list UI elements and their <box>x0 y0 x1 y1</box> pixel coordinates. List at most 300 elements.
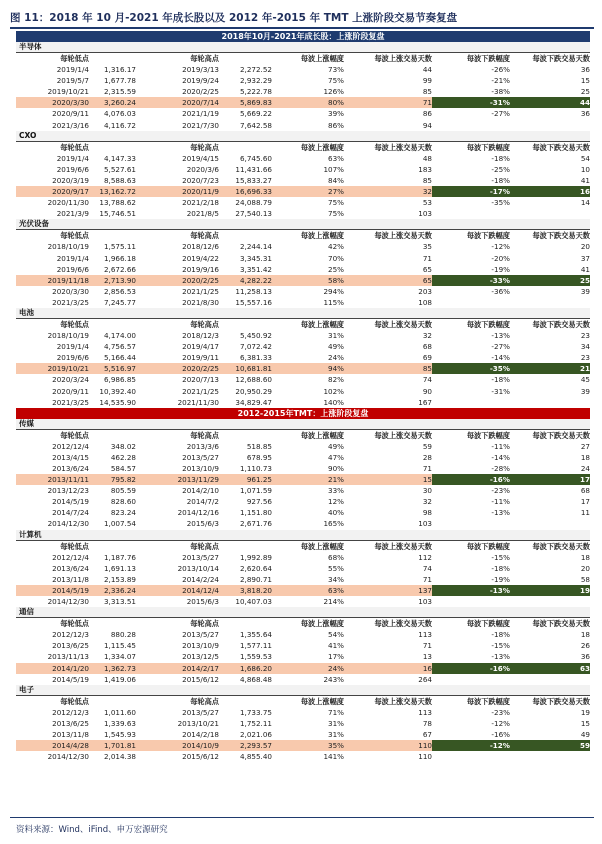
table-row <box>16 286 590 297</box>
table-row <box>16 651 590 662</box>
table-cell: 107% <box>323 164 344 174</box>
table-cell: 6,986.85 <box>103 375 136 385</box>
table-cell: 823.24 <box>110 508 136 518</box>
table-row <box>16 153 590 164</box>
table-cell: 71 <box>422 464 432 473</box>
table-cell: 1,691.13 <box>103 563 136 573</box>
table-cell: -27% <box>491 342 510 352</box>
table-cell: 2018/12/3 <box>182 331 219 341</box>
column-header: 每波下跌交易天数 <box>532 430 590 440</box>
table-row <box>16 86 590 97</box>
table-cell: 2013/5/27 <box>182 630 219 640</box>
table-cell: 10,392.40 <box>99 386 136 396</box>
column-header: 每轮低点 <box>60 231 89 241</box>
table-cell: 94 <box>422 120 432 130</box>
footer-divider <box>10 817 594 818</box>
table-cell: 27 <box>580 441 590 451</box>
table-cell: 2021/7/30 <box>182 120 219 130</box>
title-divider <box>10 27 594 29</box>
table-row <box>16 563 590 574</box>
table-cell: 2018/10/19 <box>47 242 89 252</box>
table-cell: 44 <box>422 65 432 75</box>
table-cell: 462.28 <box>110 452 136 462</box>
column-header: 每轮高点 <box>190 430 219 440</box>
table-cell: 348.02 <box>110 441 136 451</box>
table-cell: 2,671.76 <box>239 519 272 529</box>
table-cell: -35% <box>432 363 510 374</box>
table-cell: 1,011.60 <box>103 707 136 717</box>
table-cell: 25% <box>328 264 344 274</box>
sector-label: CXO <box>16 131 590 142</box>
table-cell: 2021/3/9 <box>56 209 89 219</box>
column-header: 每轮低点 <box>60 142 89 152</box>
table-row <box>16 175 590 186</box>
table-row <box>16 596 590 607</box>
column-header: 每波上涨交易天数 <box>374 54 432 63</box>
table-cell: 3,345.31 <box>239 253 272 263</box>
table-cell: -13% <box>432 585 510 596</box>
table-cell: 85 <box>422 364 432 374</box>
column-header: 每波上涨交易天数 <box>374 430 432 440</box>
table-row <box>16 674 590 685</box>
table-cell: 4,756.57 <box>103 342 136 352</box>
table-cell: 8,588.63 <box>103 175 136 185</box>
table-cell: 2014/5/19 <box>52 674 89 684</box>
table-cell: 2,890.71 <box>239 574 272 584</box>
table-cell: 5,516.97 <box>103 364 136 374</box>
table-cell: 78 <box>422 718 432 728</box>
table-cell: 102% <box>323 386 344 396</box>
table-cell: 2020/7/23 <box>182 175 219 185</box>
column-header: 每波下跌幅度 <box>466 541 510 551</box>
table-cell: 2019/11/18 <box>47 275 89 285</box>
table-cell: 805.59 <box>110 486 136 496</box>
table-cell: 4,174.00 <box>103 331 136 341</box>
table-cell: 15 <box>580 76 590 86</box>
table-cell: 2013/5/27 <box>182 552 219 562</box>
table-cell: -14% <box>491 452 510 462</box>
table-cell: 10 <box>580 164 590 174</box>
table-cell: 3,260.24 <box>103 98 136 108</box>
table-cell: 2014/12/30 <box>47 519 89 529</box>
table-cell: 4,147.33 <box>103 153 136 163</box>
table-cell: 2013/11/13 <box>47 652 89 662</box>
column-header: 每波下跌幅度 <box>466 430 510 440</box>
table-cell: 1,733.75 <box>239 707 272 717</box>
table-cell: 1,007.54 <box>103 519 136 529</box>
table-cell: 98 <box>422 508 432 518</box>
column-header: 每波上涨幅度 <box>300 142 344 152</box>
table-cell: 2019/3/13 <box>182 65 219 75</box>
table-cell: 49% <box>328 342 344 352</box>
table-cell: 65 <box>422 275 432 285</box>
column-header: 每轮低点 <box>60 319 89 329</box>
table-row-highlighted <box>16 186 590 197</box>
table-cell: 2020/9/11 <box>52 386 89 396</box>
column-header: 每波下跌交易天数 <box>532 54 590 63</box>
table-cell: 36 <box>580 652 590 662</box>
table-row <box>16 330 590 341</box>
table-cell: 2019/5/7 <box>56 76 89 86</box>
column-header: 每轮低点 <box>60 696 89 706</box>
table-cell: 2019/6/6 <box>56 353 89 363</box>
column-header: 每波上涨交易天数 <box>374 696 432 706</box>
table-cell: 75% <box>328 198 344 208</box>
table-cell: 11 <box>580 508 590 518</box>
column-header: 每波下跌幅度 <box>466 619 510 629</box>
table-cell: 1,071.59 <box>239 486 272 496</box>
table-cell: 2019/6/6 <box>56 264 89 274</box>
table-cell: 2020/7/13 <box>182 375 219 385</box>
table-row <box>16 75 590 86</box>
column-header: 每波上涨幅度 <box>300 696 344 706</box>
table-cell: -25% <box>491 164 510 174</box>
table-cell: 13,162.72 <box>99 187 136 197</box>
sector-label: 半导体 <box>16 42 590 53</box>
table-cell: 26 <box>580 641 590 651</box>
table-cell: -13% <box>491 331 510 341</box>
table-cell: 15,557.16 <box>235 297 272 307</box>
table-cell: 1,334.07 <box>103 652 136 662</box>
table-cell: 141% <box>323 752 344 762</box>
table-cell: 167 <box>418 397 432 407</box>
table-cell: 11,258.13 <box>235 286 272 296</box>
table-row <box>16 341 590 352</box>
table-cell: 18 <box>580 552 590 562</box>
table-cell: 71 <box>422 98 432 108</box>
table-cell: 6,745.60 <box>239 153 272 163</box>
table-cell: 59 <box>510 740 590 751</box>
table-cell: -12% <box>491 242 510 252</box>
table-cell: 24 <box>580 464 590 473</box>
table-cell: 4,116.72 <box>103 120 136 130</box>
table-cell: 2,856.53 <box>103 286 136 296</box>
table-cell: 2013/5/27 <box>182 707 219 717</box>
column-header: 每波下跌幅度 <box>466 231 510 241</box>
table-cell: -19% <box>491 264 510 274</box>
table-row <box>16 452 590 463</box>
table-cell: 2013/12/23 <box>47 486 89 496</box>
table-row <box>16 463 590 474</box>
figure-title: 图 11：2018 年 10 月-2021 年成长股以及 2012 年-2015 年 TMT 上涨阶段交易节奏复盘 <box>10 12 458 24</box>
table-row-highlighted <box>16 663 590 674</box>
table-cell: -21% <box>491 76 510 86</box>
table-cell: 12% <box>328 497 344 507</box>
table-cell: 1,701.81 <box>103 741 136 751</box>
table-row <box>16 552 590 563</box>
table-row-highlighted <box>16 474 590 485</box>
table-cell: 68% <box>328 552 344 562</box>
table-cell: 34,829.47 <box>235 397 272 407</box>
table-cell: 7,072.42 <box>239 342 272 352</box>
table-cell: -18% <box>491 175 510 185</box>
table-cell: 12,688.60 <box>235 375 272 385</box>
table-cell: 49 <box>580 729 590 739</box>
column-header: 每轮高点 <box>190 619 219 629</box>
data-table <box>16 31 590 762</box>
table-cell: 5,527.61 <box>103 164 136 174</box>
table-cell: -18% <box>491 153 510 163</box>
column-header: 每波上涨幅度 <box>300 541 344 551</box>
table-cell: 67 <box>422 729 432 739</box>
column-header: 每波上涨交易天数 <box>374 142 432 152</box>
table-cell: 113 <box>418 707 432 717</box>
table-row <box>16 352 590 363</box>
table-cell: 39% <box>328 109 344 119</box>
column-header: 每波下跌幅度 <box>466 696 510 706</box>
table-cell: 2014/2/10 <box>182 486 219 496</box>
table-cell: 2013/11/8 <box>52 574 89 584</box>
table-cell: 31% <box>328 331 344 341</box>
sector-label: 计算机 <box>16 530 590 541</box>
table-cell: 15 <box>422 475 432 485</box>
column-header: 每轮高点 <box>190 541 219 551</box>
table-cell: 2,153.89 <box>103 574 136 584</box>
table-cell: 55% <box>328 563 344 573</box>
table-cell: 2021/3/25 <box>52 297 89 307</box>
table-cell: 18 <box>580 452 590 462</box>
column-header: 每波上涨幅度 <box>300 231 344 241</box>
table-row <box>16 397 590 408</box>
table-cell: -26% <box>491 65 510 75</box>
table-cell: 1,966.18 <box>103 253 136 263</box>
column-header: 每波上涨交易天数 <box>374 319 432 329</box>
header-row <box>16 618 590 629</box>
table-cell: 35% <box>328 741 344 751</box>
table-cell: -27% <box>491 109 510 119</box>
table-cell: 31% <box>328 729 344 739</box>
table-cell: 294% <box>323 286 344 296</box>
table-cell: 2021/8/5 <box>186 209 219 219</box>
table-cell: 203 <box>418 286 432 296</box>
column-header: 每波上涨幅度 <box>300 54 344 63</box>
table-cell: 54 <box>580 153 590 163</box>
table-cell: 2,293.57 <box>239 741 272 751</box>
table-cell: 2014/2/18 <box>182 729 219 739</box>
table-cell: 21 <box>510 363 590 374</box>
table-cell: 82% <box>328 375 344 385</box>
table-cell: 2,021.06 <box>239 729 272 739</box>
table-row <box>16 574 590 585</box>
table-cell: 2012/12/3 <box>52 707 89 717</box>
column-header: 每波下跌交易天数 <box>532 231 590 241</box>
table-cell: 42% <box>328 242 344 252</box>
table-cell: 2015/6/3 <box>186 519 219 529</box>
table-cell: 5,669.22 <box>239 109 272 119</box>
table-cell: 24,088.79 <box>235 198 272 208</box>
table-cell: 165% <box>323 519 344 529</box>
table-cell: 115% <box>323 297 344 307</box>
table-cell: 31% <box>328 718 344 728</box>
table-cell: 17 <box>580 497 590 507</box>
table-cell: 2013/10/14 <box>177 563 219 573</box>
column-header: 每波下跌幅度 <box>466 319 510 329</box>
header-row <box>16 53 590 64</box>
table-cell: 1,355.64 <box>239 630 272 640</box>
table-cell: 75% <box>328 209 344 219</box>
table-cell: 2020/11/9 <box>182 187 219 197</box>
table-cell: -11% <box>491 441 510 451</box>
table-cell: 1,339.63 <box>103 718 136 728</box>
table-cell: -18% <box>491 630 510 640</box>
table-cell: -11% <box>491 497 510 507</box>
table-cell: 2014/12/30 <box>47 597 89 607</box>
source-note: 资料来源：Wind、iFind、申万宏源研究 <box>16 825 168 835</box>
table-cell: 39 <box>580 286 590 296</box>
table-cell: -19% <box>491 574 510 584</box>
table-cell: 2020/3/30 <box>52 286 89 296</box>
table-cell: 15 <box>580 718 590 728</box>
column-header: 每波下跌幅度 <box>466 54 510 63</box>
section-banner: 2018年10月-2021年成长股：上涨阶段复盘 <box>16 31 590 42</box>
table-cell: 5,166.44 <box>103 353 136 363</box>
table-cell: 20 <box>580 563 590 573</box>
table-cell: -18% <box>491 375 510 385</box>
table-cell: 2020/7/14 <box>182 98 219 108</box>
table-cell: 2019/1/4 <box>56 253 89 263</box>
column-header: 每轮高点 <box>190 319 219 329</box>
table-cell: -28% <box>491 464 510 473</box>
table-cell: 2019/9/11 <box>182 353 219 363</box>
table-cell: 2014/12/4 <box>182 585 219 595</box>
table-cell: 16,696.33 <box>235 187 272 197</box>
table-cell: 2013/10/21 <box>177 718 219 728</box>
table-cell: 183 <box>418 164 432 174</box>
table-cell: 2015/6/12 <box>182 752 219 762</box>
table-cell: 2013/10/9 <box>182 641 219 651</box>
table-cell: 1,151.80 <box>239 508 272 518</box>
table-cell: 113 <box>418 630 432 640</box>
table-cell: -20% <box>491 253 510 263</box>
table-cell: 264 <box>418 674 432 684</box>
column-header: 每波下跌交易天数 <box>532 619 590 629</box>
table-cell: 2013/6/24 <box>52 563 89 573</box>
table-cell: 2021/11/30 <box>177 397 219 407</box>
table-cell: 17% <box>328 652 344 662</box>
table-cell: 86 <box>422 109 432 119</box>
table-cell: 140% <box>323 397 344 407</box>
table-cell: 68 <box>422 342 432 352</box>
table-cell: 5,869.83 <box>239 98 272 108</box>
table-cell: 2014/5/19 <box>52 497 89 507</box>
table-cell: 35 <box>422 242 432 252</box>
table-cell: 74 <box>422 563 432 573</box>
table-cell: 71% <box>328 707 344 717</box>
table-cell: 3,313.51 <box>103 597 136 607</box>
table-cell: 1,115.45 <box>103 641 136 651</box>
table-cell: 86% <box>328 120 344 130</box>
table-cell: 678.95 <box>246 452 272 462</box>
table-cell: 108 <box>418 297 432 307</box>
table-cell: 2021/3/25 <box>52 397 89 407</box>
table-row <box>16 729 590 740</box>
table-cell: 36 <box>580 65 590 75</box>
table-cell: 68 <box>580 486 590 496</box>
table-cell: 2019/1/4 <box>56 65 89 75</box>
table-row <box>16 707 590 718</box>
table-row <box>16 374 590 385</box>
column-header: 每波上涨幅度 <box>300 619 344 629</box>
table-cell: 1,677.78 <box>103 76 136 86</box>
table-cell: 45 <box>580 375 590 385</box>
column-header: 每轮高点 <box>190 54 219 63</box>
table-cell: 243% <box>323 674 344 684</box>
table-cell: 24% <box>328 353 344 363</box>
column-header: 每波上涨幅度 <box>300 319 344 329</box>
table-cell: 2019/6/6 <box>56 164 89 174</box>
table-cell: 110 <box>418 752 432 762</box>
table-cell: -38% <box>491 87 510 97</box>
table-cell: 103 <box>418 597 432 607</box>
table-cell: 2014/12/30 <box>47 752 89 762</box>
table-cell: 2012/12/4 <box>52 552 89 562</box>
table-cell: 3,818.20 <box>239 585 272 595</box>
table-cell: 2021/1/25 <box>182 286 219 296</box>
column-header: 每轮高点 <box>190 231 219 241</box>
table-cell: 39 <box>580 386 590 396</box>
table-cell: 54% <box>328 630 344 640</box>
table-cell: 1,110.73 <box>239 464 272 473</box>
table-cell: 2019/4/15 <box>182 153 219 163</box>
table-cell: 2,620.64 <box>239 563 272 573</box>
table-cell: 33% <box>328 486 344 496</box>
table-row-highlighted <box>16 275 590 286</box>
table-row <box>16 485 590 496</box>
table-cell: 795.82 <box>110 475 136 485</box>
table-cell: 2021/3/16 <box>52 120 89 130</box>
table-cell: 34 <box>580 342 590 352</box>
sector-label: 电池 <box>16 308 590 319</box>
table-cell: 2013/6/25 <box>52 718 89 728</box>
table-cell: 1,992.89 <box>239 552 272 562</box>
table-cell: 41 <box>580 175 590 185</box>
table-row <box>16 518 590 529</box>
table-cell: 85 <box>422 175 432 185</box>
table-cell: -35% <box>491 198 510 208</box>
table-cell: 2015/6/3 <box>186 597 219 607</box>
table-cell: 828.60 <box>110 497 136 507</box>
table-cell: -33% <box>432 275 510 286</box>
table-cell: 13,788.62 <box>99 198 136 208</box>
table-cell: 84% <box>328 175 344 185</box>
table-cell: 2021/1/25 <box>182 386 219 396</box>
column-header: 每波下跌幅度 <box>466 142 510 152</box>
table-cell: 2013/3/6 <box>186 441 219 451</box>
table-cell: 2014/1/20 <box>52 663 89 673</box>
table-cell: -12% <box>432 740 510 751</box>
table-cell: 10,681.81 <box>235 364 272 374</box>
table-cell: 2021/2/18 <box>182 198 219 208</box>
table-cell: 2020/3/24 <box>52 375 89 385</box>
table-cell: -12% <box>491 718 510 728</box>
section-banner: 2012-2015年TMT：上涨阶段复盘 <box>16 408 590 419</box>
column-header: 每轮高点 <box>190 696 219 706</box>
table-row <box>16 264 590 275</box>
table-cell: 59 <box>422 441 432 451</box>
table-cell: 2013/4/15 <box>52 452 89 462</box>
table-cell: 2,336.24 <box>103 585 136 595</box>
table-cell: -16% <box>432 663 510 674</box>
table-cell: 16 <box>510 186 590 197</box>
table-cell: -23% <box>491 707 510 717</box>
table-cell: -13% <box>491 652 510 662</box>
table-cell: 1,545.93 <box>103 729 136 739</box>
table-cell: 20 <box>580 242 590 252</box>
table-cell: 65 <box>422 264 432 274</box>
table-row <box>16 640 590 651</box>
table-cell: 6,381.33 <box>239 353 272 363</box>
table-row-highlighted <box>16 740 590 751</box>
